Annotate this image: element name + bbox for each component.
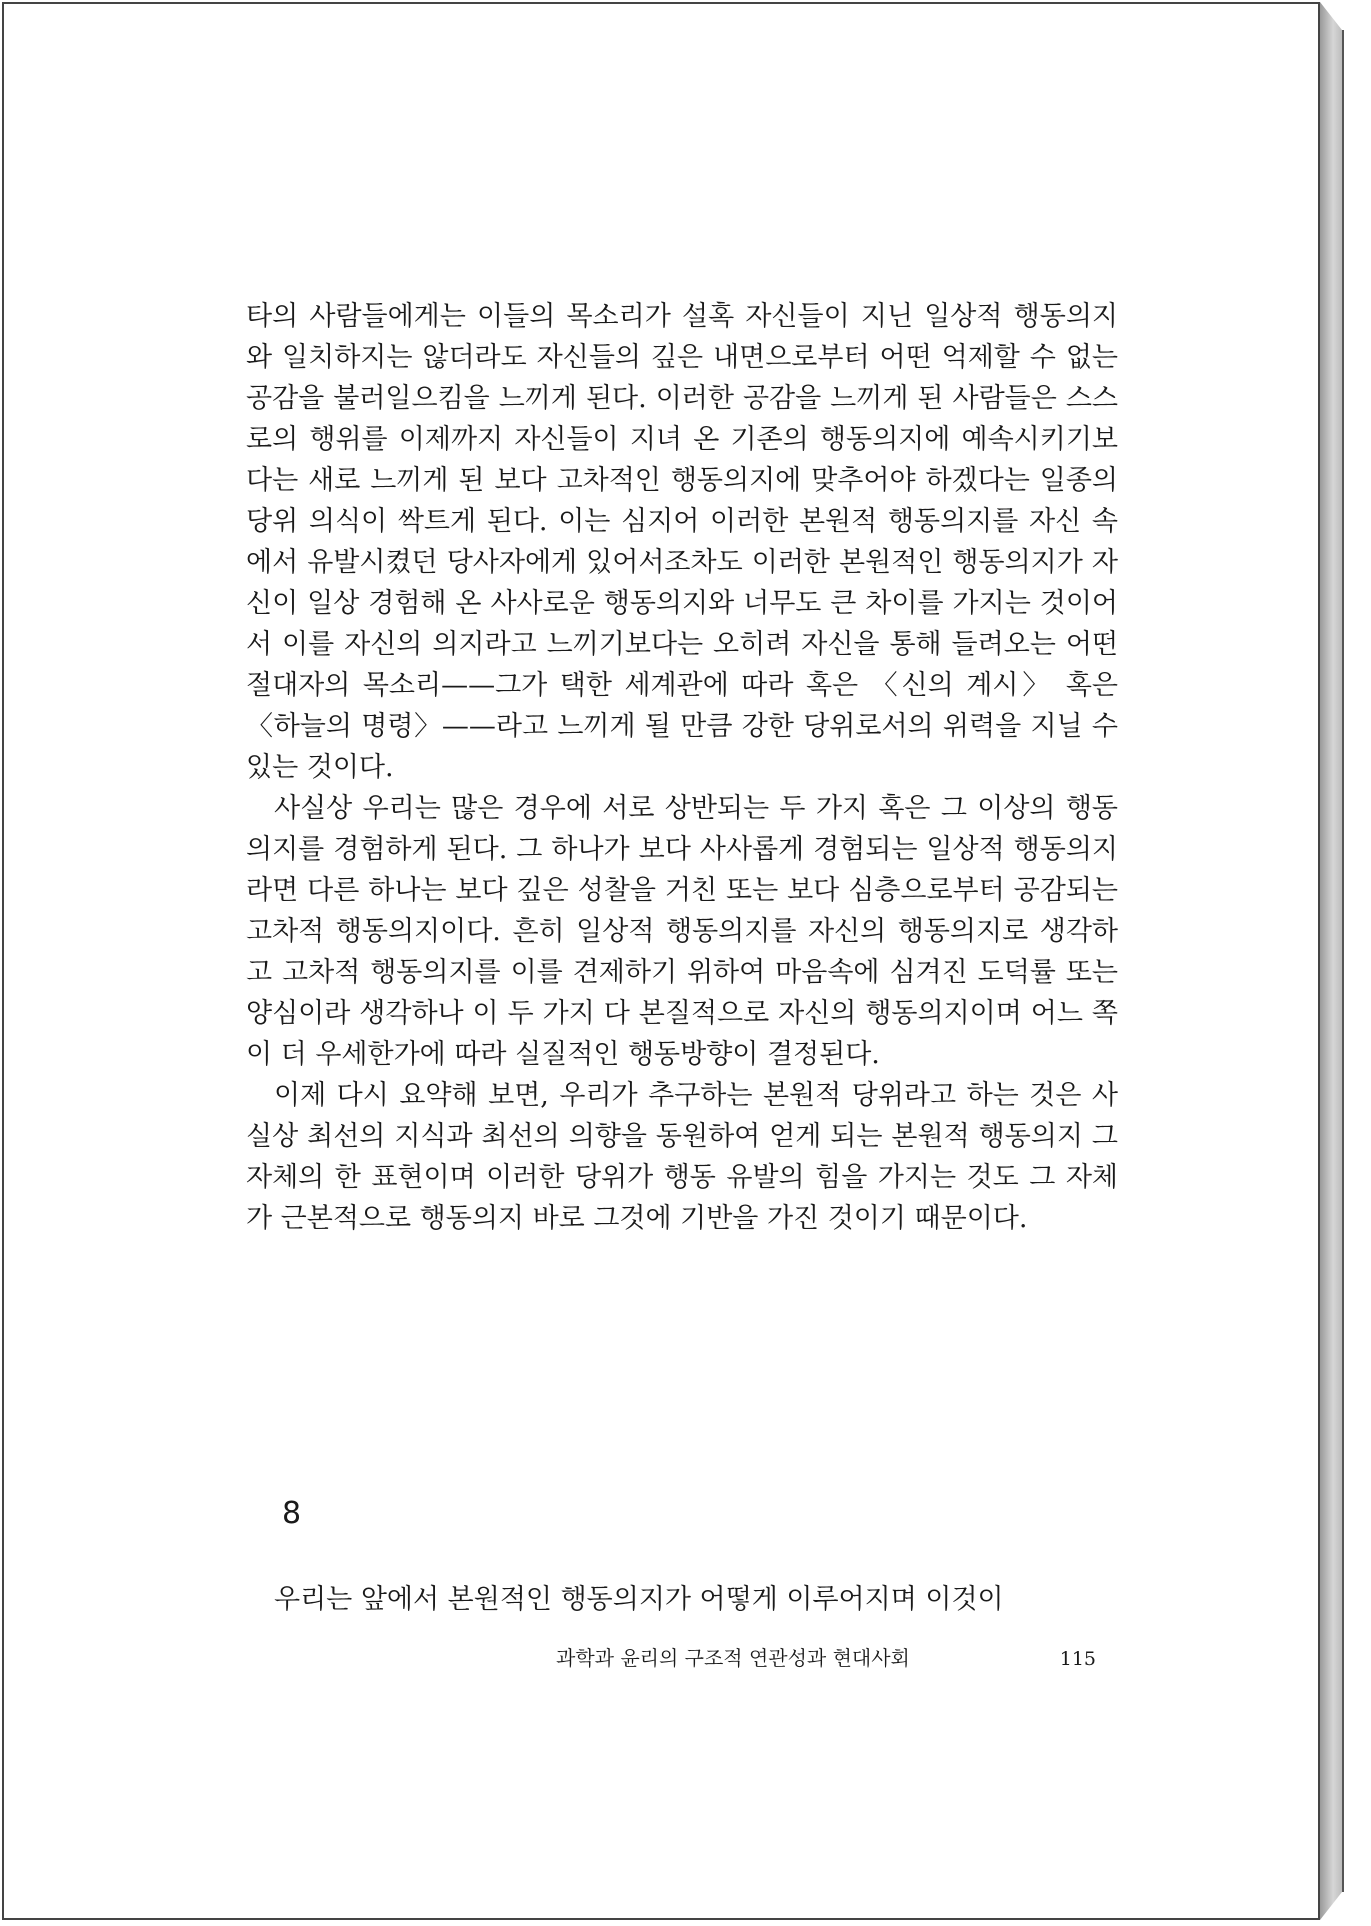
paragraph-1: 타의 사람들에게는 이들의 목소리가 설혹 자신들이 지닌 일상적 행동의지와 일치하지는 않더라도 자신들의 깊은 내면으로부터 어떤 억제할 수 없는 공감을 불러일으킴을 느끼게 된다. 이러한 공감을 느끼게 된 사람들은 스스로의 행위를 이제까지 자신들이 지녀 온 기존의 행동의지에 예속시키기보다는 새로 느끼게 된 보다 고차적인 행동의지에 맞추어야 하겠다는 일종의 당위 의식이 싹트게 된다. 이는 심지어 이러한 본원적 행동의지를 자신 속에서 유발시켰던 당사자에게 있어서조차도 이러한 본원적인 행동의지가 자신이 일상 경험해 온 사사로운 행동의지와 너무도 큰 차이를 가지는 것이어서 이를 자신의 의지라고 느끼기보다는 오히려 자신을 통해 들려오는 어떤 절대자의 목소리——그가 택한 세계관에 따라 혹은 〈신의 계시〉 혹은 〈하늘의 명령〉——라고 느끼게 될 만큼 강한 당위로서의 위력을 지닐 수 있는 것이다.	[246, 301, 1118, 783]
running-footer	[556, 1642, 1096, 1671]
page-edge-line	[1342, 30, 1344, 1892]
page-number: 115	[1059, 1648, 1096, 1670]
section-first-line: 우리는 앞에서 본원적인 행동의지가 어떻게 이루어지며 이것이	[274, 1584, 1004, 1615]
page-edge-shadow	[1320, 2, 1342, 1920]
running-title: 과학과 윤리의 구조적 연관성과 현대사회	[556, 1646, 910, 1670]
section-number: 8	[282, 1496, 302, 1531]
body-text	[246, 296, 1118, 1239]
paragraph-2: 사실상 우리는 많은 경우에 서로 상반되는 두 가지 혹은 그 이상의 행동의지를 경험하게 된다. 그 하나가 보다 사사롭게 경험되는 일상적 행동의지라면 다른 하나는 보다 깊은 성찰을 거친 또는 보다 심층으로부터 공감되는 고차적 행동의지이다. 흔히 일상적 행동의지를 자신의 행동의지로 생각하고 고차적 행동의지를 이를 견제하기 위하여 마음속에 심겨진 도덕률 또는 양심이라 생각하나 이 두 가지 다 본질적으로 자신의 행동의지이며 어느 쪽이 더 우세한가에 따라 실질적인 행동방향이 결정된다.	[246, 793, 1118, 1070]
paragraph-3: 이제 다시 요약해 보면, 우리가 추구하는 본원적 당위라고 하는 것은 사실상 최선의 지식과 최선의 의향을 동원하여 얻게 되는 본원적 행동의지 그 자체의 한 표현이며 이러한 당위가 행동 유발의 힘을 가지는 것도 그 자체가 근본적으로 행동의지 바로 그것에 기반을 가진 것이기 때문이다.	[246, 1080, 1118, 1234]
